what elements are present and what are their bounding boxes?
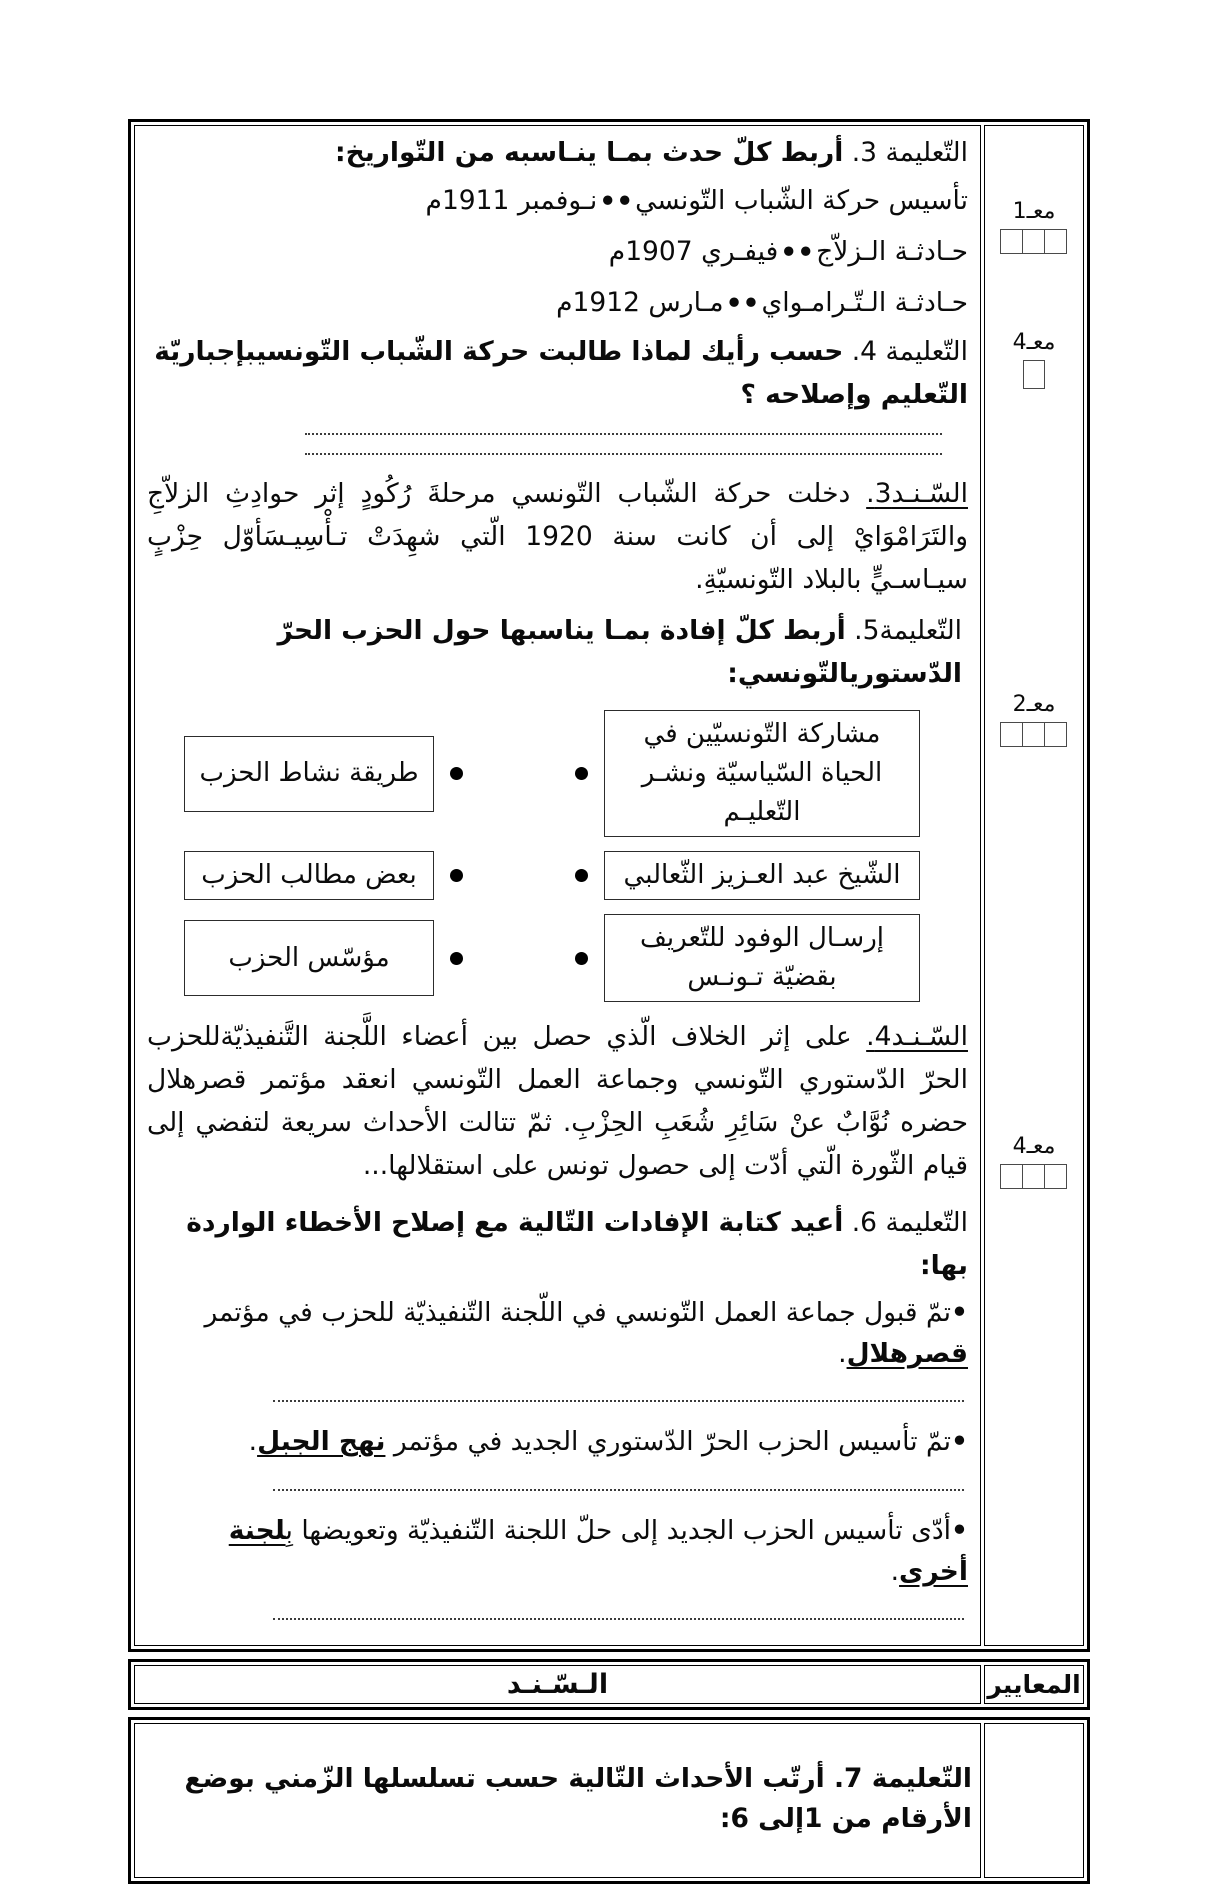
event-text: حـادثـة الـتّـرامـواي	[761, 287, 968, 319]
event-date-line	[147, 228, 968, 277]
criteria-header: المعايير	[984, 1665, 1084, 1704]
task5-prefix: التّعليمة5.	[854, 615, 962, 647]
match-row	[184, 851, 920, 900]
score-cell	[1022, 722, 1045, 747]
criteria-marker-2	[985, 331, 1083, 389]
worksheet-page	[128, 119, 1090, 1884]
answer-dotted-line	[273, 1489, 964, 1491]
criteria-marker-1	[985, 200, 1083, 254]
sanad4-paragraph	[147, 1016, 968, 1188]
event-date-line	[147, 279, 968, 328]
answer-dotted-line	[273, 1400, 964, 1402]
exercises-content	[134, 125, 981, 1646]
criteria-marker-3	[985, 693, 1083, 747]
match-right-box: الشّيخ عبد العـزيز الثّعالبي	[604, 851, 920, 900]
statement-text: تمّ تأسيس الحزب الحرّ الدّستوري الجديد في مؤتمر	[385, 1426, 952, 1458]
criteria-label: معـ1	[1012, 199, 1056, 224]
task6-prefix: التّعليمة 6.	[851, 1206, 968, 1238]
criteria-label: معـ4	[1012, 1134, 1056, 1159]
sanad3-text: دخلت حركة الشّباب التّونسي مرحلةَ رُكُودٍ إثر حوادِثِ الزلاّجِ والتَرَامْوَايْ إلى أن كانت سنة 1920 الّتي شهِدَتْ تـأْسِيـسَأوّل حِزْبٍ سيـاسـيٍّ بالبلاد التّونسيّةِ.	[147, 478, 969, 596]
criteria-label: معـ2	[1012, 692, 1056, 717]
task3-prefix: التّعليمة 3.	[851, 137, 968, 168]
criteria-score-cells	[1001, 722, 1067, 747]
connector-dot	[575, 869, 588, 882]
match-left-box: مؤسّس الحزب	[184, 920, 434, 996]
task4-prefix: التّعليمة 4.	[851, 335, 968, 367]
connector-dot	[450, 767, 463, 780]
statement-error-word: لجنة أخرى	[228, 1514, 968, 1587]
criteria-sidebar	[984, 125, 1084, 1646]
date-text: مـارس 1912م	[556, 287, 724, 319]
match-left-box: طريقة نشاط الحزب	[184, 736, 434, 812]
connector-dot	[450, 952, 463, 965]
score-cell	[1044, 1164, 1067, 1189]
task3-title: أربط كلّ حدث بمـا ينـاسبه من التّواريخ:	[335, 137, 844, 168]
main-exercises-box	[128, 119, 1090, 1652]
statement-text: تمّ قبول جماعة العمل التّونسي في اللّجنة التّنفيذيّة للحزب في مؤتمر	[204, 1296, 952, 1328]
statement-error-word: قصرهلال	[846, 1337, 968, 1369]
sanad3-paragraph	[147, 473, 968, 602]
statement-line	[147, 1421, 968, 1462]
score-cell	[1022, 1164, 1045, 1189]
sanad4-label: السّـنـد4.	[866, 1021, 968, 1053]
statement-bullet: •	[951, 1296, 968, 1328]
score-cell	[1044, 722, 1067, 747]
statement-error-word: نهج الجبل	[257, 1426, 386, 1458]
score-cell	[1000, 1164, 1023, 1189]
criteria-score-cells	[1001, 229, 1067, 254]
answer-dotted-line	[305, 453, 942, 455]
statement-period: .	[248, 1426, 258, 1458]
criteria-empty-cell	[984, 1723, 1084, 1878]
section-header-row	[128, 1659, 1090, 1710]
match-row	[184, 710, 920, 837]
match-row	[184, 914, 920, 1002]
answer-dotted-line	[273, 1618, 964, 1620]
task7-heading	[139, 1759, 972, 1839]
statement-line	[147, 1510, 968, 1592]
date-text: نـوفمبر 1911م	[425, 184, 598, 216]
score-cell	[1023, 360, 1045, 389]
score-cell	[1044, 229, 1067, 254]
criteria-score-cells	[1001, 1164, 1067, 1189]
match-right-box: مشاركة التّونسيّين في الحياة السّياسيّة ونشـر التّعليـم	[604, 710, 920, 837]
statement-period: .	[838, 1337, 847, 1369]
connector-dot	[575, 767, 588, 780]
statement-bullet: •	[951, 1514, 968, 1546]
event-text: حـادثـة الـزلاّج	[816, 236, 968, 268]
match-right-box: إرسـال الوفود للتّعريف بقضيّة تـونـس	[604, 914, 920, 1002]
score-cell	[1022, 229, 1045, 254]
criteria-marker-4	[985, 1135, 1083, 1189]
task7-prefix: التّعليمة 7.	[833, 1762, 972, 1794]
answer-dotted-line	[305, 433, 942, 435]
criteria-score-cells	[1024, 360, 1045, 389]
statement-line	[147, 1292, 968, 1374]
task3-heading	[147, 132, 968, 175]
task7-row	[128, 1717, 1090, 1884]
statement-bullet: •	[951, 1426, 968, 1458]
task6-title: أعيد كتابة الإفادات التّالية مع إصلاح الأخطاء الواردة بها:	[186, 1206, 968, 1281]
criteria-label: معـ4	[1012, 330, 1056, 355]
score-cell	[1000, 722, 1023, 747]
task4-heading	[147, 331, 968, 417]
statement-period: .	[890, 1555, 900, 1587]
statement-text: أدّى تأسيس الحزب الجديد إلى حلّ اللجنة التّنفيذيّة وتعويضها بِ	[285, 1514, 952, 1546]
task7-cell	[134, 1723, 981, 1878]
connector-dot	[575, 952, 588, 965]
task7-title: أرتّب الأحداث التّالية حسب تسلسلها الزّمني بوضع الأرقام من 1إلى 6:	[184, 1762, 972, 1834]
task5-heading	[147, 610, 968, 696]
score-cell	[1000, 229, 1023, 254]
connector-dots: ••	[599, 185, 634, 217]
task5-title: أربط كلّ إفادة بمـا يناسبها حول الحزب الحرّ الدّستوريالتّونسي:	[277, 615, 962, 690]
task6-heading	[147, 1202, 968, 1288]
task4-title: حسب رأيك لماذا طالبت حركة الشّباب التّونسيبإجباريّة التّعليم وإصلاحه ؟	[154, 335, 968, 410]
event-text: تأسيس حركة الشّباب التّونسي	[635, 184, 968, 216]
connector-dots: ••	[780, 237, 815, 269]
date-text: فيفـري 1907م	[608, 236, 779, 268]
event-date-line	[147, 177, 968, 226]
match-left-box: بعض مطالب الحزب	[184, 851, 434, 900]
connector-dot	[450, 869, 463, 882]
sanad4-text: على إثر الخلاف الّذي حصل بين أعضاء اللَّجنة التَّنفيذيّةللحزب الحرّ الدّستوري التّونسي وجماعة العمل التّونسي انعقد مؤتمر قصرهلال حضره نُوَّابٌ عنْ سَائِرِ شُعَبِ الحِزْبِ. ثمّ تتالت الأحداث سريعة لتفضي إلى قيام الثّورة الّتي أدّت إلى حصول تونس على استقلالها...	[147, 1021, 968, 1181]
connector-dots: ••	[725, 288, 760, 320]
sanad-header: الـسّـنـد	[134, 1665, 981, 1704]
sanad3-label: السّـنـد3.	[866, 478, 968, 510]
